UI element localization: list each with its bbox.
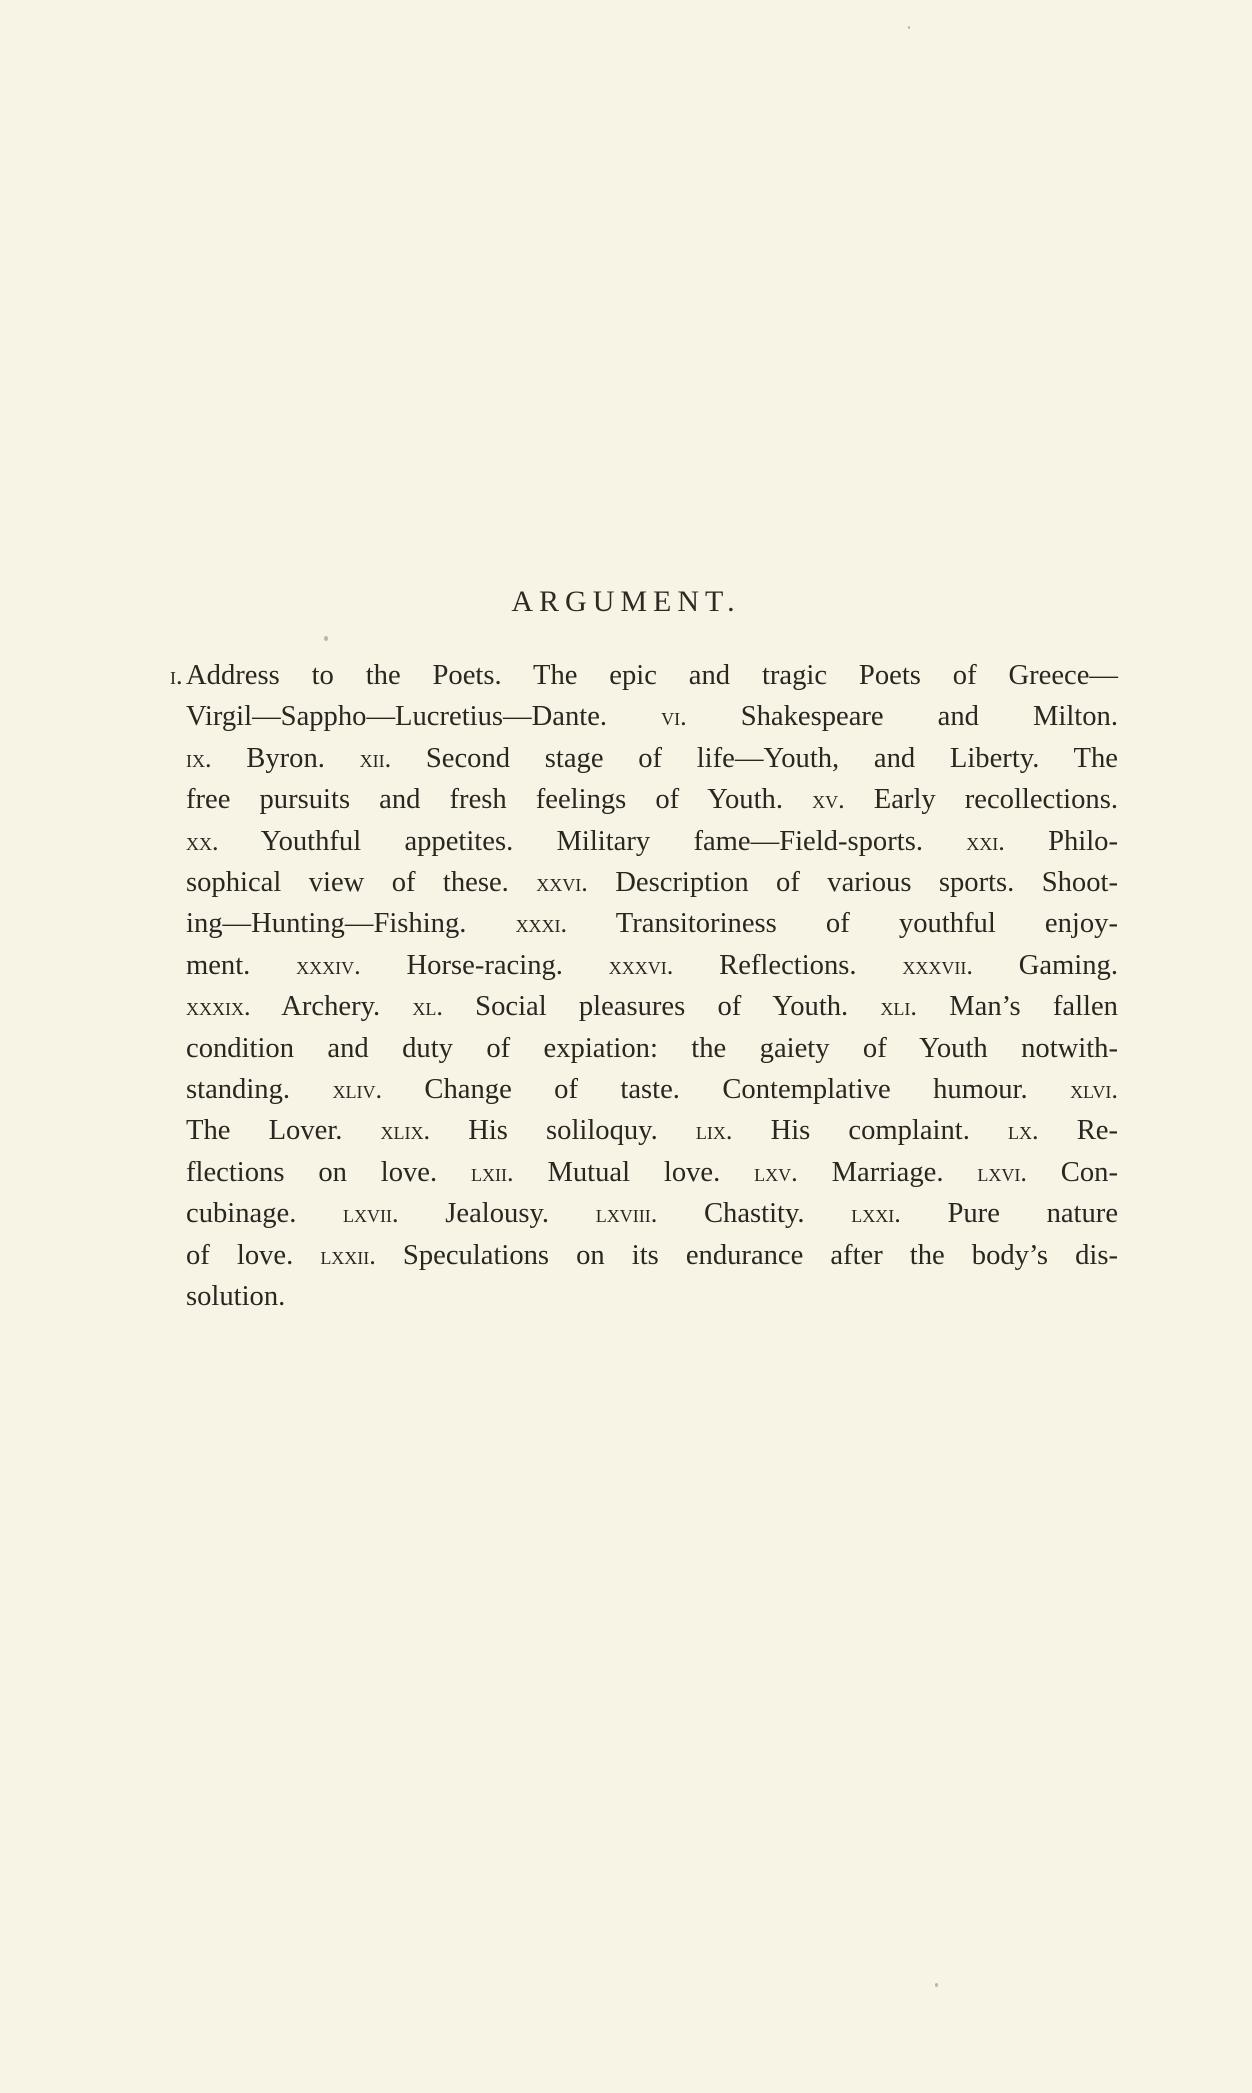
argument-text: Reflections.	[673, 949, 903, 981]
paper-speck	[908, 26, 910, 29]
section-numeral: lxxii.	[320, 1240, 376, 1270]
argument-text: Shakespeare and Milton.	[686, 701, 1118, 733]
argument-line	[186, 1110, 1118, 1151]
argument-line	[186, 945, 1118, 986]
section-numeral: i.	[170, 661, 183, 690]
argument-text: standing.	[186, 1074, 333, 1106]
argument-text: Archery.	[250, 991, 413, 1023]
section-numeral: xii.	[359, 743, 392, 773]
argument-text: cubinage.	[186, 1198, 344, 1230]
section-numeral: lxvi.	[977, 1157, 1027, 1187]
section-numeral: lx.	[1008, 1116, 1039, 1146]
section-numeral: xli.	[880, 992, 917, 1022]
argument-text: free pursuits and fresh feelings of Youth.	[186, 784, 813, 816]
argument-text: Social pleasures of Youth.	[442, 991, 881, 1023]
argument-text: flections on love.	[186, 1156, 472, 1188]
section-numeral: lxii.	[471, 1157, 514, 1187]
argument-text: Transitoriness of youthful enjoy-	[567, 908, 1118, 940]
argument-text: Marriage.	[797, 1156, 978, 1188]
argument-text: solution.	[186, 1281, 286, 1313]
argument-text: The Lover.	[186, 1115, 381, 1147]
argument-line	[186, 1028, 1118, 1069]
argument-text: ing—Hunting—Fishing.	[186, 908, 516, 940]
section-numeral: xv.	[812, 785, 845, 815]
argument-text: Mutual love.	[513, 1156, 755, 1188]
argument-line	[186, 779, 1118, 820]
argument-text: ment.	[186, 949, 297, 981]
page-heading: ARGUMENT.	[511, 585, 741, 618]
section-numeral: lxxi.	[851, 1199, 901, 1229]
argument-text: Description of various sports. Shoot-	[587, 867, 1118, 899]
argument-text: Philo-	[1004, 825, 1118, 857]
section-numeral: xliv.	[332, 1075, 383, 1105]
argument-line	[186, 1069, 1118, 1110]
argument-text: Early recollections.	[844, 784, 1118, 816]
section-numeral: xx.	[186, 826, 219, 856]
section-numeral: lix.	[695, 1116, 733, 1146]
argument-text: sophical view of these.	[186, 867, 537, 899]
argument-text: Man’s fallen	[916, 991, 1118, 1023]
argument-text: of love.	[186, 1239, 321, 1271]
argument-text: Youthful appetites. Military fame—Field-sports.	[218, 825, 967, 857]
section-numeral: xxi.	[966, 826, 1005, 856]
argument-text: Speculations on its endurance after the body’s dis-	[375, 1239, 1118, 1271]
argument-line	[170, 655, 1118, 696]
section-numeral: xxxvii.	[902, 950, 973, 980]
argument-text: condition and duty of expiation: the gaiety of Youth notwith-	[186, 1032, 1118, 1064]
section-numeral: xl.	[412, 992, 443, 1022]
section-numeral: lxviii.	[595, 1199, 658, 1229]
argument-text: Byron.	[211, 742, 360, 774]
section-numeral: xlix.	[380, 1116, 431, 1146]
argument-text: Pure nature	[900, 1198, 1119, 1230]
argument-text: Address to the Poets. The epic and tragic Poets of Greece—	[186, 660, 1118, 691]
section-numeral: xxxvi.	[608, 950, 674, 980]
argument-text: Jealousy.	[398, 1198, 596, 1230]
paper-speck	[935, 1983, 938, 1987]
argument-text: Con-	[1026, 1156, 1118, 1188]
argument-text: His soliloquy.	[430, 1115, 696, 1147]
section-numeral: lxv.	[754, 1157, 798, 1187]
argument-text: Change of taste. Contemplative humour.	[382, 1074, 1071, 1106]
argument-line	[186, 696, 1118, 737]
argument-line	[186, 1193, 1118, 1234]
section-numeral: xxxi.	[515, 909, 568, 939]
argument-text: Virgil—Sappho—Lucretius—Dante.	[186, 701, 662, 733]
argument-line	[186, 862, 1118, 903]
argument-line	[186, 903, 1118, 944]
section-numeral: xlvi.	[1070, 1075, 1118, 1105]
argument-line	[186, 1152, 1118, 1193]
paper-speck	[324, 636, 328, 641]
section-numeral: ix.	[186, 743, 212, 773]
argument-text: Second stage of life—Youth, and Liberty. The	[391, 742, 1118, 774]
argument-line	[186, 821, 1118, 862]
argument-line	[186, 738, 1118, 779]
argument-text: Chastity.	[657, 1198, 852, 1230]
section-numeral: xxxiv.	[296, 950, 361, 980]
argument-text: Re-	[1038, 1115, 1118, 1147]
section-numeral: xxvi.	[536, 868, 588, 898]
argument-text: His complaint.	[732, 1115, 1009, 1147]
argument-text: Horse-racing.	[360, 949, 609, 981]
section-numeral: lxvii.	[343, 1199, 399, 1229]
argument-line	[186, 986, 1118, 1027]
argument-line	[186, 1276, 1118, 1317]
section-numeral: vi.	[661, 702, 687, 732]
argument-text: Gaming.	[972, 949, 1118, 981]
section-numeral: xxxix.	[186, 992, 251, 1022]
argument-line	[186, 1235, 1118, 1276]
argument-paragraph	[170, 655, 1119, 1318]
